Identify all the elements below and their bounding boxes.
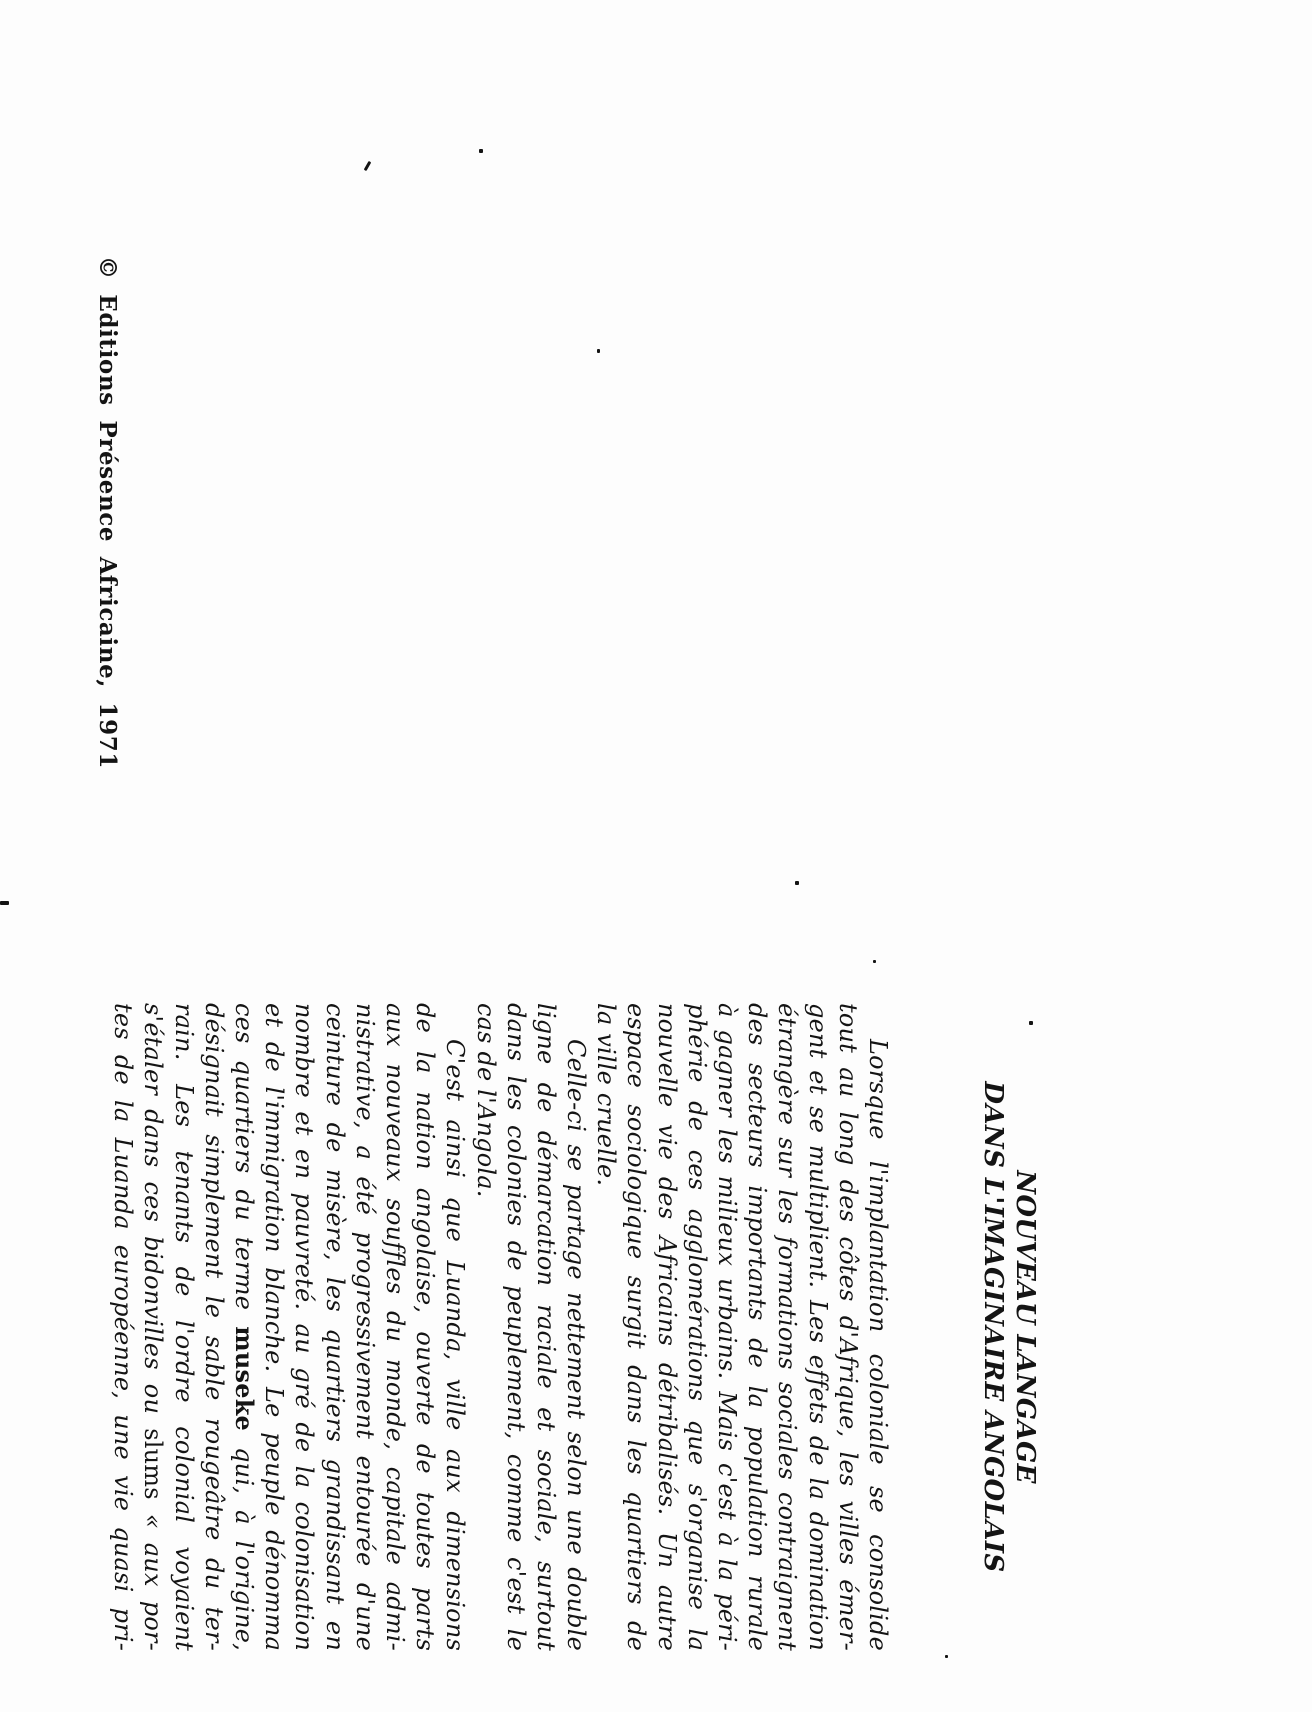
emphasized-word: slums	[139, 1428, 168, 1500]
scan-speck	[945, 1655, 948, 1658]
scan-speck	[873, 960, 876, 963]
text-line: nistrative, a été progressivement entourée d'une	[350, 1003, 379, 1651]
text-line: phérie de ces agglomérations que s'organise la	[682, 1003, 711, 1651]
text-line: désignait simplement le sable rougeâtre du ter-	[199, 1003, 228, 1651]
text-line: nouvelle vie des Africains détribalisés. Un autre	[652, 1003, 681, 1651]
copyright-line: © Editions Présence Africaine, 1971	[94, 256, 121, 769]
text-line: tes de la Luanda européenne, une vie quasi pri-	[109, 1003, 138, 1651]
scan-speck	[795, 881, 799, 885]
text-line: étrangère sur les formations sociales contraignent	[773, 1003, 802, 1651]
text-line: cas de l'Angola.	[471, 1003, 500, 1198]
text-segment: s'étaler dans ces bidonvilles ou	[139, 1003, 168, 1429]
scan-speck	[0, 901, 9, 905]
text-line: et de l'immigration blanche. Le peuple dénomma	[260, 1003, 289, 1651]
text-line: ceinture de misère, les quartiers grandissant en	[320, 1003, 349, 1651]
text-line: rain. Les tenants de l'ordre colonial voyaient	[169, 1003, 198, 1651]
scan-speck	[1029, 1021, 1033, 1025]
text-segment: ces quartiers du terme	[230, 1003, 259, 1327]
chapter-title-line1: NOUVEAU LANGAGE	[1010, 1170, 1040, 1484]
scan-speck	[479, 149, 483, 153]
text-segment: qui, à l'origine,	[230, 1431, 259, 1651]
text-line: dans les colonies de peuplement, comme c'est le	[501, 1003, 530, 1651]
text-line: gent et se multiplient. Les effets de la domination	[803, 1003, 832, 1651]
text-line: des secteurs importants de la population rurale	[743, 1003, 772, 1651]
text-line: ligne de démarcation raciale et sociale, surtout	[531, 1003, 560, 1651]
text-line: tout au long des côtes d'Afrique, les villes émer-	[833, 1003, 862, 1651]
text-line: Lorsque l'implantation coloniale se consolide	[864, 1039, 892, 1651]
text-line: de la nation angolaise, ouverte de toutes parts	[411, 1003, 440, 1651]
text-line	[138, 1003, 168, 1651]
text-line: aux nouveaux souffles du monde, capitale admi-	[381, 1003, 409, 1651]
text-segment: « aux por-	[139, 1499, 168, 1651]
text-line: Celle-ci se partage nettement selon une double	[562, 1039, 591, 1651]
scan-speck	[597, 349, 600, 353]
text-line: espace sociologique surgit dans les quartiers de	[622, 1003, 651, 1651]
body-text	[108, 1003, 893, 1651]
text-line: à gagner les milieux urbains. Mais c'est à la péri-	[713, 1003, 742, 1651]
emphasized-word: museke	[230, 1326, 260, 1431]
text-line: la ville cruelle.	[592, 1003, 621, 1187]
chapter-title-line2: DANS L'IMAGINAIRE ANGOLAIS	[978, 1081, 1008, 1573]
chapter-title	[977, 1003, 1041, 1651]
text-line: nombre et en pauvreté. au gré de la colonisation	[290, 1003, 319, 1651]
text-line: C'est ainsi que Luanda, ville aux dimensions	[441, 1039, 470, 1651]
text-line	[229, 1003, 259, 1651]
